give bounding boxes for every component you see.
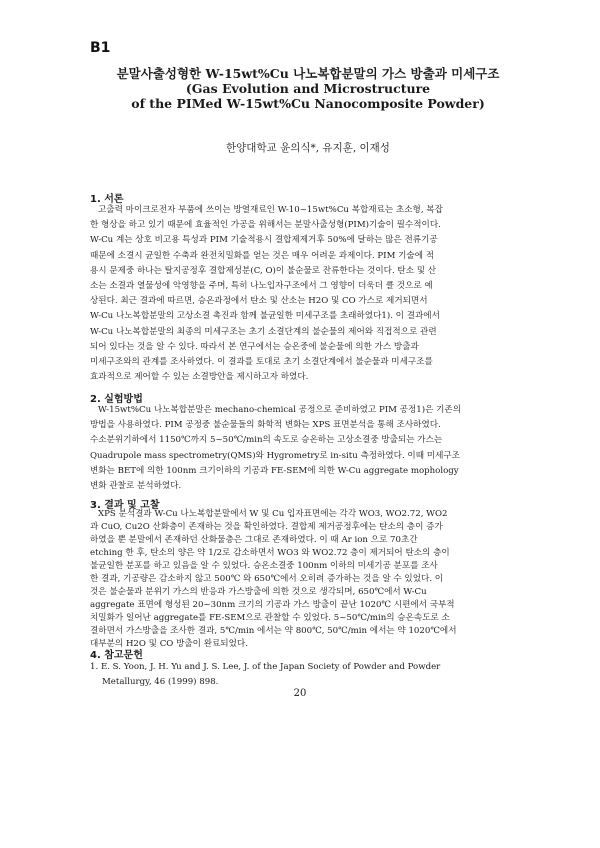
body-line: 수소분위기하에서 1150℃까지 5~50℃/min의 속도로 승온하는 고상소결중 방출되는 가스는 xyxy=(90,435,443,446)
reference-text-line1: E. S. Yoon, J. H. Yu and J. S. Lee, J. of the Japan Society of Powder and Powder xyxy=(100,662,441,672)
title-korean: 분말사출성형한 W-15wt%Cu 나노복합분말의 가스 방출과 미세구조 xyxy=(116,66,500,81)
reference-text-line2: Metallurgy, 46 (1999) 898. xyxy=(102,677,219,687)
body-line: W-Cu 계는 상호 비고용 특성과 PIM 기술적용시 결합제제거후 50%에 달하는 많은 전류기공 xyxy=(90,235,438,246)
body-line: 대부분의 H2O 및 CO 방출이 완료되었다. xyxy=(90,639,248,649)
section-body-results xyxy=(90,508,526,651)
section-body-method xyxy=(90,403,526,494)
body-line: 때문에 소결시 균일한 수축과 완전치밀화를 얻는 것은 매우 어려운 과제이다. PIM 기술에 적 xyxy=(90,250,435,261)
body-line: 결하면서 가스방출을 조사한 결과, 5℃/min 에서는 약 800℃, 50℃/min 에서는 약 1020℃에서 xyxy=(90,626,457,636)
body-line: 한 결과, 기공량은 감소하지 않고 500℃ 와 650℃에서 오히려 증가하는 것을 알 수 있었다. 이 xyxy=(90,574,444,584)
body-line: W-15wt%Cu 나노복합분말은 mechano-chemical 공정으로 준비하였고 PIM 공정1)은 기존의 xyxy=(98,405,462,415)
reference-number: 1. xyxy=(90,662,99,672)
body-line: 불균일한 분포를 하고 있음을 알 수 있었다. 승온소결중 100nm 이하의 미세기공 분포를 조사 xyxy=(90,561,438,571)
author-list: 한양대학교 윤의식*, 유지훈, 이재성 xyxy=(226,142,390,154)
section-heading-results: 3. 결과 및 고찰 xyxy=(90,500,160,511)
body-line: 상된다. 최근 결과에 따르면, 승온과정에서 탄소 및 산소는 H2O 및 CO 가스로 제거되면서 xyxy=(90,296,428,307)
body-line: 되어 있다는 것을 알 수 있다. 따라서 본 연구에서는 승온중에 불순물에 의한 가스 방출과 xyxy=(90,341,419,352)
title-english-line1: (Gas Evolution and Microstructure xyxy=(185,81,431,96)
section-heading-intro: 1. 서론 xyxy=(90,194,124,205)
body-line: aggregate 표면에 형성된 20~30nm 크기의 기공과 가스 방출이 끝난 1020℃ 시편에서 국부적 xyxy=(90,600,455,610)
body-line: 치밀화가 일어난 aggregate를 FE-SEM으로 관찰할 수 있었다. 5~50℃/min의 승온속도로 소 xyxy=(90,613,450,623)
section-heading-references: 4. 참고문헌 xyxy=(90,650,143,661)
body-line: 미세구조와의 관계를 조사하였다. 이 결과를 토대로 초기 소결단계에서 불순물과 미세구조를 xyxy=(90,357,433,368)
body-line: 소는 소결과 열물성에 악영향을 주며, 특히 나노입자구조에서 그 영향이 더욱더 클 것으로 예 xyxy=(90,281,433,292)
body-line: XPS 분석결과 W-Cu 나노복합분말에서 W 및 Cu 입자표면에는 각각 WO3, WO2.72, WO2 xyxy=(98,509,448,519)
body-line: etching 한 후, 탄소의 양은 약 1/2로 감소하면서 WO3 와 WO2.72 층이 제거되어 탄소의 층이 xyxy=(90,548,450,558)
section-heading-method: 2. 실험방법 xyxy=(90,394,143,405)
reference-item xyxy=(90,660,526,690)
page-number: 20 xyxy=(293,688,307,699)
body-line: 변화는 BET에 의한 100nm 크기이하의 기공과 FE-SEM에 의한 W-Cu aggregate mophology xyxy=(90,465,459,476)
body-line: 방법을 사용하였다. PIM 공정중 불순물들의 화학적 변화는 XPS 표면분석을 통해 조사하였다. xyxy=(90,420,441,431)
body-line: 용시 문제중 하나는 탈지공정후 결합제성분(C, O)이 불순물로 잔류한다는 것이다. 탄소 및 산 xyxy=(90,265,437,276)
paper-title xyxy=(90,66,526,111)
body-line: 한 형상을 하고 있기 때문에 효율적인 가공을 위해서는 분말사출성형(PIM)기술이 필수적이다. xyxy=(90,220,441,231)
body-line: 과 CuO, Cu2O 산화층이 존재하는 것을 확인하였다. 결합제 제거공정후에는 탄소의 층이 증가 xyxy=(90,522,443,532)
body-line: 것은 불순물과 분위기 가스의 반응과 가스방출에 의한 것으로 생각되며, 650℃에서 W-Cu xyxy=(90,587,427,597)
body-line: Quadrupole mass spectrometry(QMS)와 Hygrometry로 in-situ 측정하였다. 이때 미세구조 xyxy=(90,450,460,461)
body-line: 변화 관찰로 분석하였다. xyxy=(90,481,182,492)
section-body-intro xyxy=(90,203,526,385)
abstract-label: B1 xyxy=(90,40,111,56)
body-line: 하였을 뿐 분말에서 존재하던 산화물층은 그대로 존재하였다. 이 때 Ar ion 으로 70초간 xyxy=(90,535,418,545)
body-line: W-Cu 나노복합분말의 최종의 미세구조는 초기 소결단계의 불순물의 제어와 직접적으로 관련 xyxy=(90,326,437,337)
body-line: W-Cu 나노복합분말의 고상소결 촉진과 함께 불균일한 미세구조를 초래하였다1). 이 결과에서 xyxy=(90,311,440,322)
body-line: 고출력 마이크로전자 부품에 쓰이는 방열재료인 W-10~15wt%Cu 복합재료는 초소형, 복잡 xyxy=(98,205,443,215)
title-english-line2: of the PIMed W-15wt%Cu Nanocomposite Powder) xyxy=(131,96,485,111)
body-line: 효과적으로 제어할 수 있는 소결방안을 제시하고자 하였다. xyxy=(90,372,309,383)
